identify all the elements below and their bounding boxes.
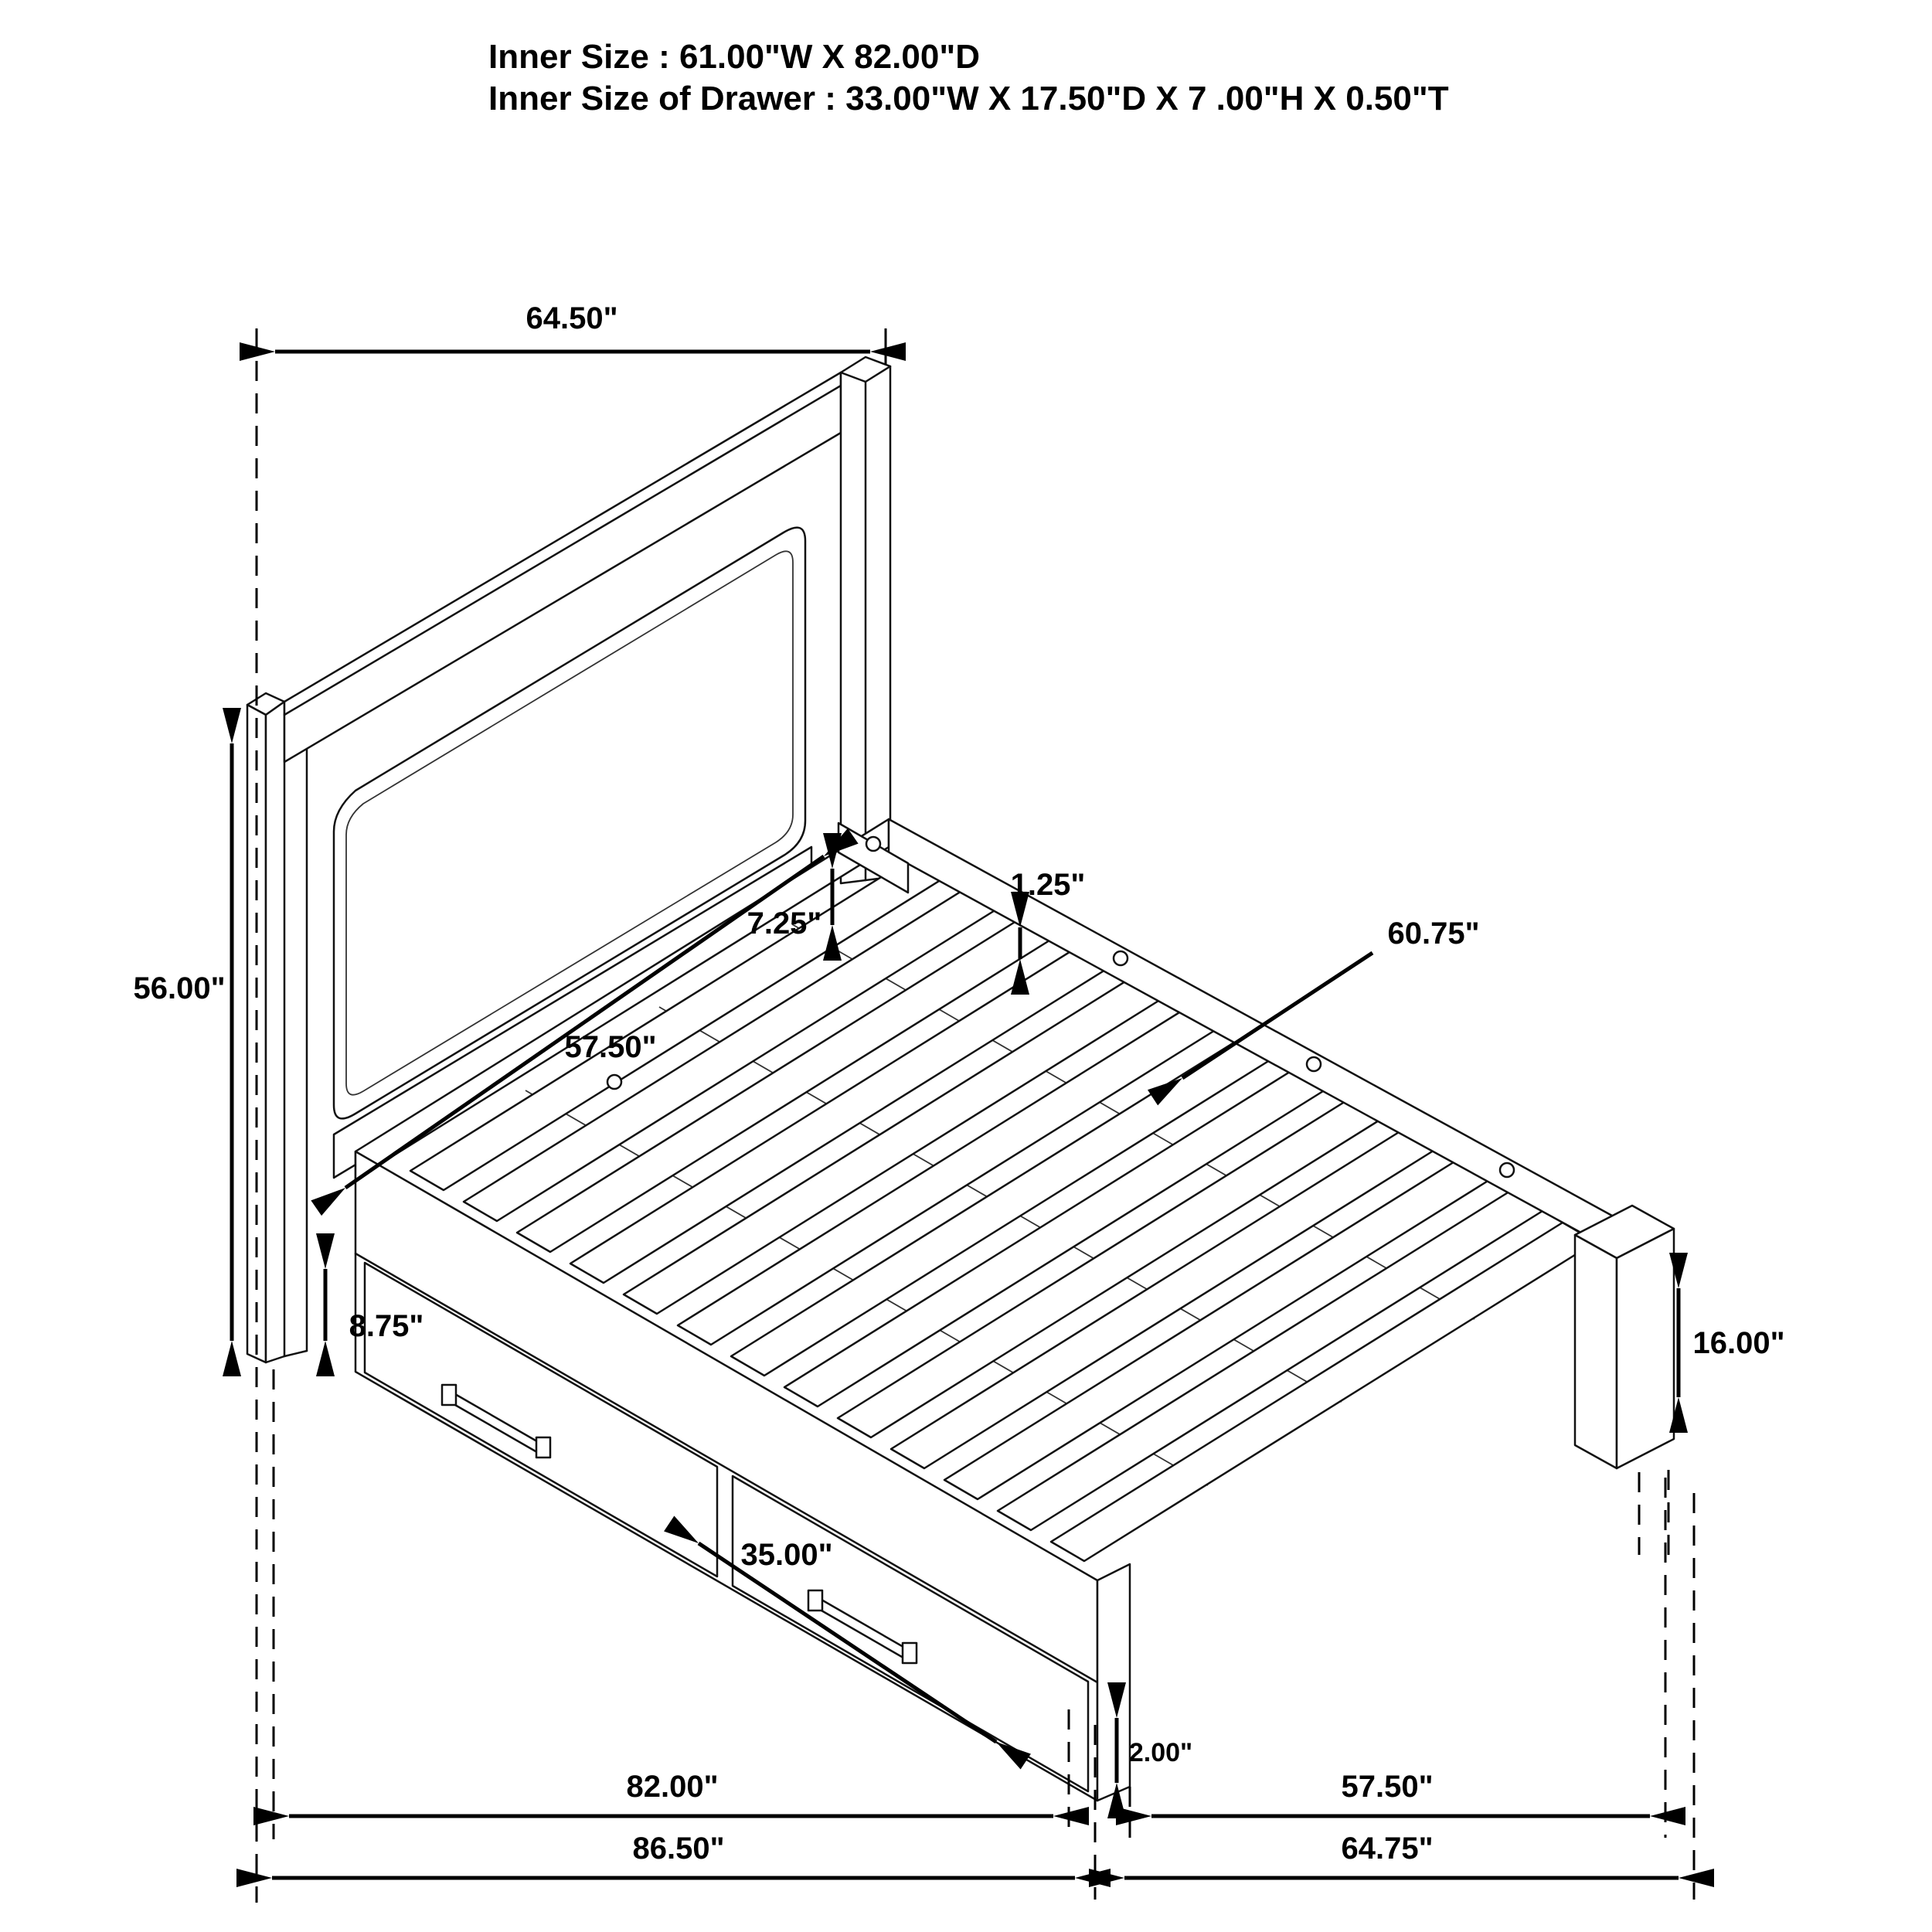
dim-label-drawer-height: 8.75" — [349, 1309, 424, 1343]
dim-label-headboard-height: 56.00" — [133, 971, 226, 1005]
dim-label-side-rail-length: 60.75" — [1387, 917, 1480, 951]
foot-leg-side — [1617, 1229, 1674, 1468]
dim-label-slat-thickness: 1.25" — [1010, 868, 1086, 902]
dim-label-panel-gap: 7.25" — [747, 906, 822, 940]
bolt-icon — [1114, 951, 1128, 965]
footboard-right-leg — [1575, 1206, 1674, 1468]
dim-label-floor-clearance: 2.00" — [1128, 1738, 1193, 1767]
bolt-icon — [1307, 1057, 1321, 1071]
title-line-1: Inner Size : 61.00"W X 82.00"D — [488, 38, 980, 76]
dim-label-headboard-width: 64.50" — [526, 301, 618, 335]
bolt-icon — [1500, 1163, 1514, 1177]
headboard-left-post-front — [247, 705, 266, 1362]
foot-leg-front — [1575, 1235, 1617, 1468]
headboard-left-post-side — [266, 702, 284, 1362]
dim-label-slat-length: 57.50" — [564, 1030, 657, 1064]
drawer-handle-1-cap — [536, 1437, 550, 1458]
dim-label-platform-length: 82.00" — [626, 1770, 719, 1804]
bolt-icon — [607, 1075, 621, 1089]
drawer-handle-2-cap — [808, 1590, 822, 1611]
headboard-left-leg-bottom — [284, 1351, 307, 1356]
drawer-handle-2-cap — [903, 1643, 917, 1663]
dim-label-overall-length: 86.50" — [632, 1832, 725, 1866]
front-corner-leg — [1097, 1564, 1130, 1801]
dim-label-drawer-width: 35.00" — [740, 1538, 833, 1572]
title-line-2: Inner Size of Drawer : 33.00"W X 17.50"D X 7 .00"H X 0.50"T — [488, 80, 1449, 117]
dim-label-overall-width: 64.75" — [1341, 1832, 1434, 1866]
drawer-handle-1-cap — [442, 1385, 456, 1405]
dim-label-foot-inner-width: 57.50" — [1341, 1770, 1434, 1804]
bolt-icon — [866, 837, 880, 851]
dim-label-foot-height: 16.00" — [1692, 1326, 1785, 1360]
